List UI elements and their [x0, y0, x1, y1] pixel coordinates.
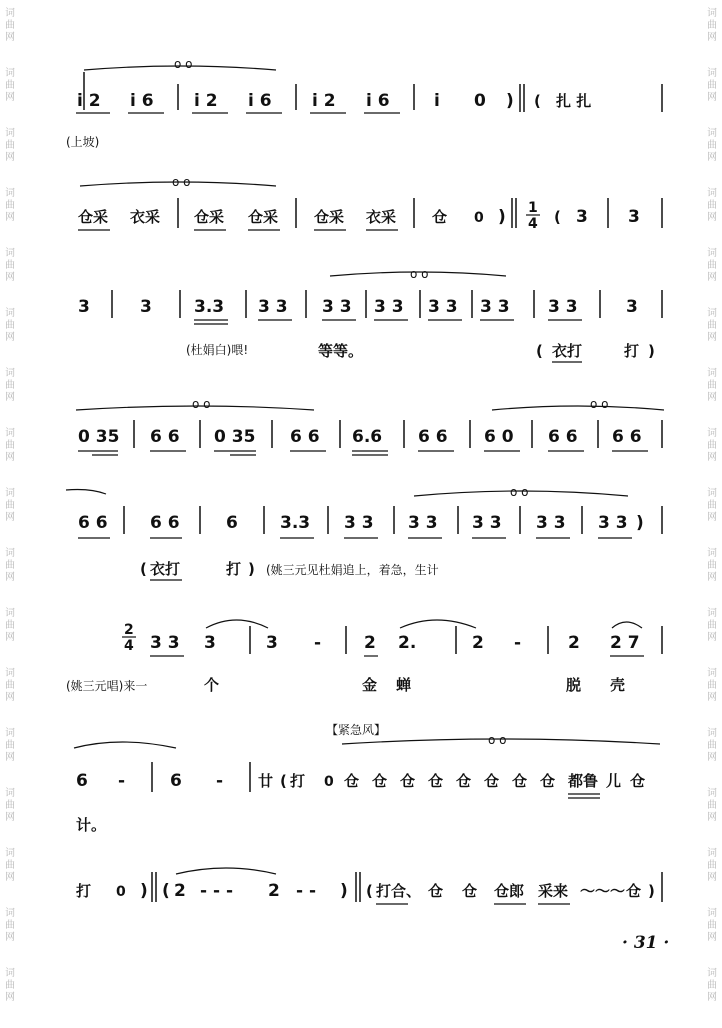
- note-3: 3: [204, 633, 216, 653]
- paren-open: (: [534, 92, 541, 110]
- paren-close: ): [648, 342, 655, 360]
- perc-syllable: 打: [290, 772, 306, 790]
- lyric-syllable: 壳: [610, 676, 626, 694]
- watermark-repeat: 词曲网: [5, 668, 15, 703]
- paren-open: (: [280, 772, 287, 790]
- lyric-line: 计。: [76, 816, 107, 834]
- perc-syllable: 仓: [626, 882, 642, 900]
- stage-direction: (姚三元见杜娟追上，着急，生计: [266, 563, 439, 577]
- note-33: 3 3: [480, 297, 510, 317]
- note-27: 2 7: [610, 633, 640, 653]
- fermata-dots: o o: [174, 57, 193, 71]
- slur-mark: [612, 622, 642, 628]
- perc-syllable: 仓郎: [494, 882, 525, 900]
- watermark-repeat: 词曲网: [5, 308, 15, 343]
- watermark-repeat: 词曲网: [707, 728, 717, 763]
- note-3: 3: [628, 207, 640, 227]
- perc-syllable: 仓采: [248, 208, 279, 226]
- watermark-repeat: 词曲网: [707, 908, 717, 943]
- perc-syllable: 仓: [630, 772, 646, 790]
- perc-syllable: 衣采: [130, 208, 161, 226]
- note-i2: i 2: [312, 91, 336, 111]
- watermark-repeat: 词曲网: [5, 608, 15, 643]
- perc-syllable: 仓: [400, 772, 416, 790]
- perc-syllable: 仓采: [78, 208, 109, 226]
- note-dash: -: [314, 633, 322, 653]
- watermark-repeat: 词曲网: [5, 368, 15, 403]
- note-035: 0 35: [78, 427, 120, 447]
- slur-mark: [176, 868, 276, 874]
- score-row-2: [78, 175, 662, 232]
- perc-syllable: 衣打: [552, 342, 583, 360]
- watermark-repeat: 词曲网: [707, 608, 717, 643]
- note-66: 6 6: [612, 427, 642, 447]
- score-row-8: [75, 868, 662, 904]
- slur-mark: [400, 620, 476, 628]
- watermark-repeat: 词曲网: [707, 308, 717, 343]
- perc-syllable: 采来: [538, 882, 569, 900]
- watermark-repeat: 词曲网: [707, 848, 717, 883]
- note-66: 6.6: [352, 427, 383, 447]
- perc-syllable: 都鲁: [568, 772, 599, 790]
- note-66: 6 6: [290, 427, 320, 447]
- time-sig-bottom: 4: [528, 216, 538, 232]
- perc-syllable: 仓: [462, 882, 478, 900]
- paren-close: ): [636, 513, 644, 533]
- paren-close: ): [248, 560, 255, 578]
- note-33: 3 3: [408, 513, 438, 533]
- note-2: 2: [364, 633, 376, 653]
- note-33: 3 3: [344, 513, 374, 533]
- note-3: 3: [140, 297, 152, 317]
- note-3: 3: [576, 207, 588, 227]
- watermark-repeat: 词曲网: [5, 128, 15, 163]
- fermata-dots: o o: [590, 397, 609, 411]
- watermark-repeat: 词曲网: [707, 368, 717, 403]
- watermark-repeat: 词曲网: [707, 248, 717, 283]
- stage-direction: (上坡): [66, 135, 100, 149]
- perc-syllable: 仓: [372, 772, 388, 790]
- fermata-dots: o o: [510, 485, 529, 499]
- paren-close: ): [648, 882, 655, 900]
- note-2-roll: 2: [268, 881, 280, 901]
- note-rest: 0: [474, 210, 484, 226]
- note-33: 3 3: [472, 513, 502, 533]
- perc-syllable: 仓采: [194, 208, 225, 226]
- watermark-repeat: 词曲网: [5, 788, 15, 823]
- perc-syllable: 衣采: [366, 208, 397, 226]
- tie-mark: [66, 490, 106, 495]
- watermark-repeat: 词曲网: [5, 428, 15, 463]
- watermark-repeat: 词曲网: [5, 488, 15, 523]
- perc-syllable: 打: [624, 342, 640, 360]
- note-66: 6 6: [418, 427, 448, 447]
- singer-prefix: (姚三元唱)来一: [66, 679, 148, 693]
- score-row-3: [78, 267, 662, 362]
- paren-open: (: [554, 208, 561, 226]
- fermata-dots: o o: [192, 397, 211, 411]
- note-60: 6 0: [484, 427, 514, 447]
- lyric-syllable: 脱: [566, 676, 582, 694]
- watermark-repeat: 词曲网: [5, 188, 15, 223]
- note-i: i: [434, 91, 440, 111]
- tie-mark: [74, 742, 176, 748]
- score-row-7: [74, 722, 660, 834]
- note-66: 6 6: [150, 427, 180, 447]
- note-3: 3: [78, 297, 90, 317]
- watermark-repeat: 词曲网: [5, 68, 15, 103]
- note-33: 3 3: [536, 513, 566, 533]
- note-035: 0 35: [214, 427, 256, 447]
- perc-syllable: 仓: [428, 882, 444, 900]
- paren-close: ): [140, 881, 148, 901]
- fermata-dots: o o: [488, 733, 507, 747]
- watermark-repeat: 词曲网: [707, 668, 717, 703]
- fermata-dots: o o: [172, 175, 191, 189]
- note-2: 2: [568, 633, 580, 653]
- slur-mark: [206, 620, 268, 628]
- perc-syllable: 仓: [432, 208, 448, 226]
- watermark-repeat: 词曲网: [5, 728, 15, 763]
- lyric-syllable: 金: [362, 676, 378, 694]
- lyric-syllable: 蝉: [396, 676, 412, 694]
- note-2-roll: 2: [174, 881, 186, 901]
- note-33: 3 3: [428, 297, 458, 317]
- page-number-value: 31: [633, 933, 658, 953]
- watermark-repeat: 词曲网: [5, 548, 15, 583]
- paren-close: ): [340, 881, 348, 901]
- perc-syllable: 打: [76, 882, 92, 900]
- watermark-repeat: 词曲网: [707, 8, 717, 43]
- note-rest: 0: [474, 91, 486, 111]
- perc-syllable: 衣打: [150, 560, 181, 578]
- note-33: 3 3: [374, 297, 404, 317]
- watermark-repeat: 词曲网: [707, 68, 717, 103]
- watermark-repeat: 词曲网: [5, 248, 15, 283]
- paren-close: ): [506, 91, 514, 111]
- note-dash: -: [118, 771, 126, 791]
- time-sig-top: 1: [528, 200, 538, 216]
- note-dashes: - -: [296, 881, 317, 901]
- page-number: · 31 ·: [622, 933, 670, 953]
- perc-syllable: 儿: [606, 772, 622, 790]
- lyric-line: (杜娟白)喂!: [186, 343, 249, 357]
- note-33: 3 3: [548, 297, 578, 317]
- watermark-repeat: 词曲网: [707, 788, 717, 823]
- time-sig-top: 2: [124, 622, 134, 638]
- note-dashes: - - -: [200, 881, 234, 901]
- watermark-repeat: 词曲网: [707, 188, 717, 223]
- lyric-line: 等等。: [318, 342, 364, 360]
- perc-syllable: 打合、: [376, 882, 422, 900]
- paren-open: (: [162, 881, 170, 901]
- time-sig-bottom: 4: [124, 638, 134, 654]
- paren-open: (: [366, 882, 373, 900]
- perc-bracket: 扎 扎: [556, 92, 592, 110]
- paren-close: ): [498, 207, 506, 227]
- note-6: 6: [76, 771, 88, 791]
- note-i6: i 6: [130, 91, 154, 111]
- note-i6: i 6: [366, 91, 390, 111]
- note-i6: i 6: [248, 91, 272, 111]
- perc-syllable: 仓: [428, 772, 444, 790]
- watermark-repeat: 词曲网: [707, 968, 717, 1003]
- note-33: 3 3: [150, 633, 180, 653]
- note-33: 3.3: [280, 513, 311, 533]
- note-3: 3: [266, 633, 278, 653]
- lyric-syllable: 个: [204, 676, 220, 694]
- watermark-repeat: 词曲网: [707, 488, 717, 523]
- watermark-repeat: 词曲网: [707, 548, 717, 583]
- perc-syllable: 仓: [484, 772, 500, 790]
- perc-syllable: 打: [226, 560, 242, 578]
- note-2dot: 2.: [398, 633, 417, 653]
- time-mark: 廿: [258, 772, 274, 790]
- note-dash: -: [514, 633, 522, 653]
- perc-syllable: 仓: [540, 772, 556, 790]
- note-dash: -: [216, 771, 224, 791]
- note-33: 3.3: [194, 297, 225, 317]
- note-33: 3 3: [598, 513, 628, 533]
- note-i2: i 2: [194, 91, 218, 111]
- note-rest: 0: [116, 884, 126, 900]
- score-row-1: [66, 57, 662, 149]
- note-i2: i 2: [77, 91, 101, 111]
- watermark-repeat: 词曲网: [5, 968, 15, 1003]
- watermark-repeat: 词曲网: [707, 128, 717, 163]
- note-2: 2: [472, 633, 484, 653]
- watermark-repeat: 词曲网: [5, 8, 15, 43]
- perc-syllable: 〜〜〜: [580, 882, 626, 900]
- perc-syllable: 仓: [344, 772, 360, 790]
- perc-syllable: 仓采: [314, 208, 345, 226]
- note-33: 3 3: [258, 297, 288, 317]
- paren-open: (: [140, 560, 147, 578]
- note-66: 6 6: [150, 513, 180, 533]
- score-row-5: [66, 485, 662, 580]
- note-3: 3: [626, 297, 638, 317]
- tie-mark: [492, 406, 664, 410]
- fermata-dots: o o: [410, 267, 429, 281]
- watermark-repeat: 词曲网: [5, 908, 15, 943]
- note-33: 3 3: [322, 297, 352, 317]
- score-row-6: [66, 620, 662, 694]
- perc-syllable: 仓: [456, 772, 472, 790]
- score-row-4: [76, 397, 664, 455]
- tune-name: 【紧急风】: [326, 723, 387, 737]
- perc-syllable: 仓: [512, 772, 528, 790]
- note-6: 6: [226, 513, 238, 533]
- watermark-repeat: 词曲网: [5, 848, 15, 883]
- watermark-repeat: 词曲网: [707, 428, 717, 463]
- paren-open: (: [536, 342, 543, 360]
- note-6: 6: [170, 771, 182, 791]
- note-66: 6 6: [548, 427, 578, 447]
- note-66: 6 6: [78, 513, 108, 533]
- note-rest: 0: [324, 774, 334, 790]
